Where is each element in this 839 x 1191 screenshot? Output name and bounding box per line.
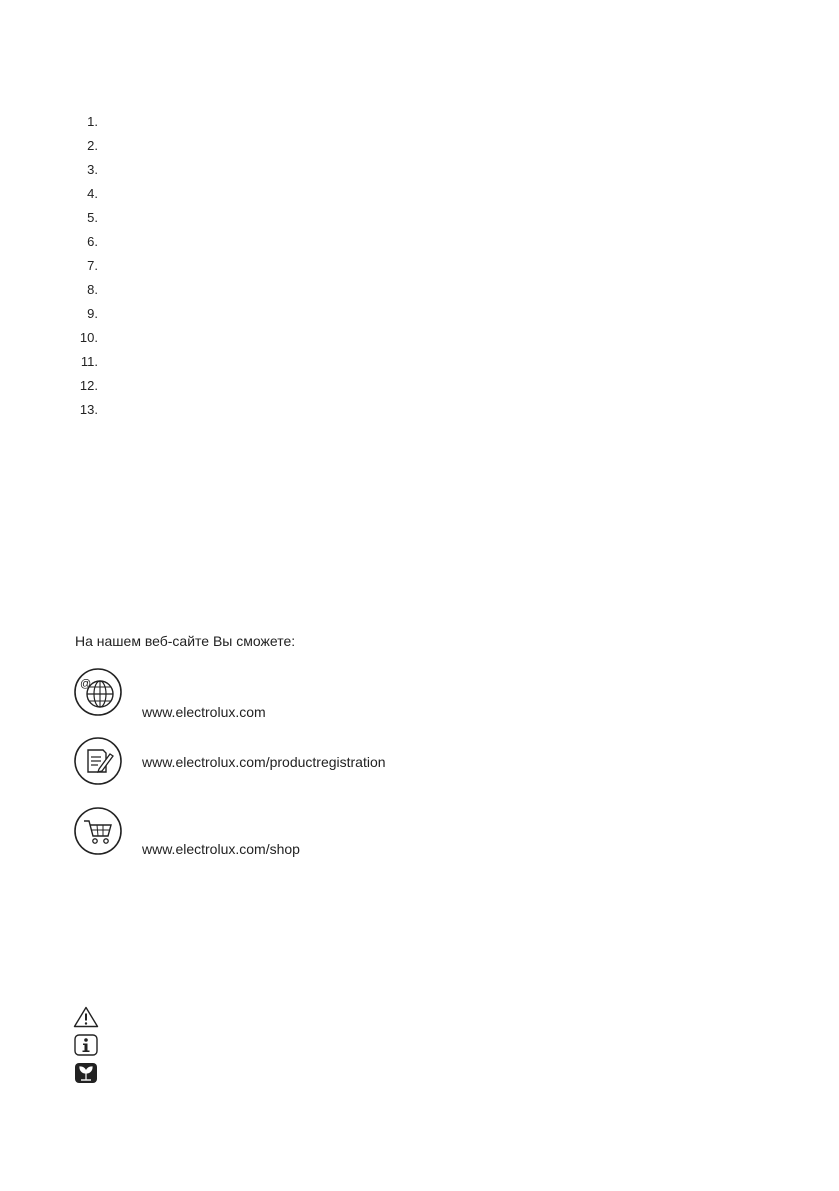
toc-number: 1. bbox=[87, 114, 98, 129]
globe-at-icon bbox=[73, 667, 123, 717]
environment-icon bbox=[73, 1062, 99, 1084]
shop-url[interactable]: www.electrolux.com/shop bbox=[142, 841, 300, 857]
toc-number: 4. bbox=[87, 186, 98, 201]
warning-triangle-icon bbox=[73, 1006, 99, 1028]
toc-number: 11. bbox=[80, 354, 98, 369]
toc-number: 9. bbox=[87, 306, 98, 321]
toc-number: 13. bbox=[79, 402, 98, 417]
svg-text:@: @ bbox=[80, 678, 92, 690]
info-icon bbox=[73, 1034, 99, 1056]
service-shop bbox=[73, 806, 673, 861]
toc-number: 7. bbox=[87, 258, 98, 273]
website-url[interactable]: www.electrolux.com bbox=[142, 704, 266, 720]
toc-number: 10. bbox=[79, 330, 98, 345]
toc-number: 8. bbox=[87, 282, 98, 297]
registration-url[interactable]: www.electrolux.com/productregistration bbox=[142, 754, 386, 770]
toc-number: 5. bbox=[87, 210, 98, 225]
toc-number: 3. bbox=[87, 162, 98, 177]
table-of-contents bbox=[70, 110, 130, 422]
toc-number: 12. bbox=[79, 378, 98, 393]
toc-number: 6. bbox=[87, 234, 98, 249]
website-intro: На нашем веб-сайте Вы сможете: bbox=[75, 633, 296, 649]
registration-note-icon bbox=[73, 736, 123, 786]
toc-number: 2. bbox=[87, 138, 98, 153]
service-registration bbox=[73, 736, 673, 788]
service-website bbox=[73, 667, 673, 722]
shopping-cart-icon bbox=[73, 806, 123, 856]
